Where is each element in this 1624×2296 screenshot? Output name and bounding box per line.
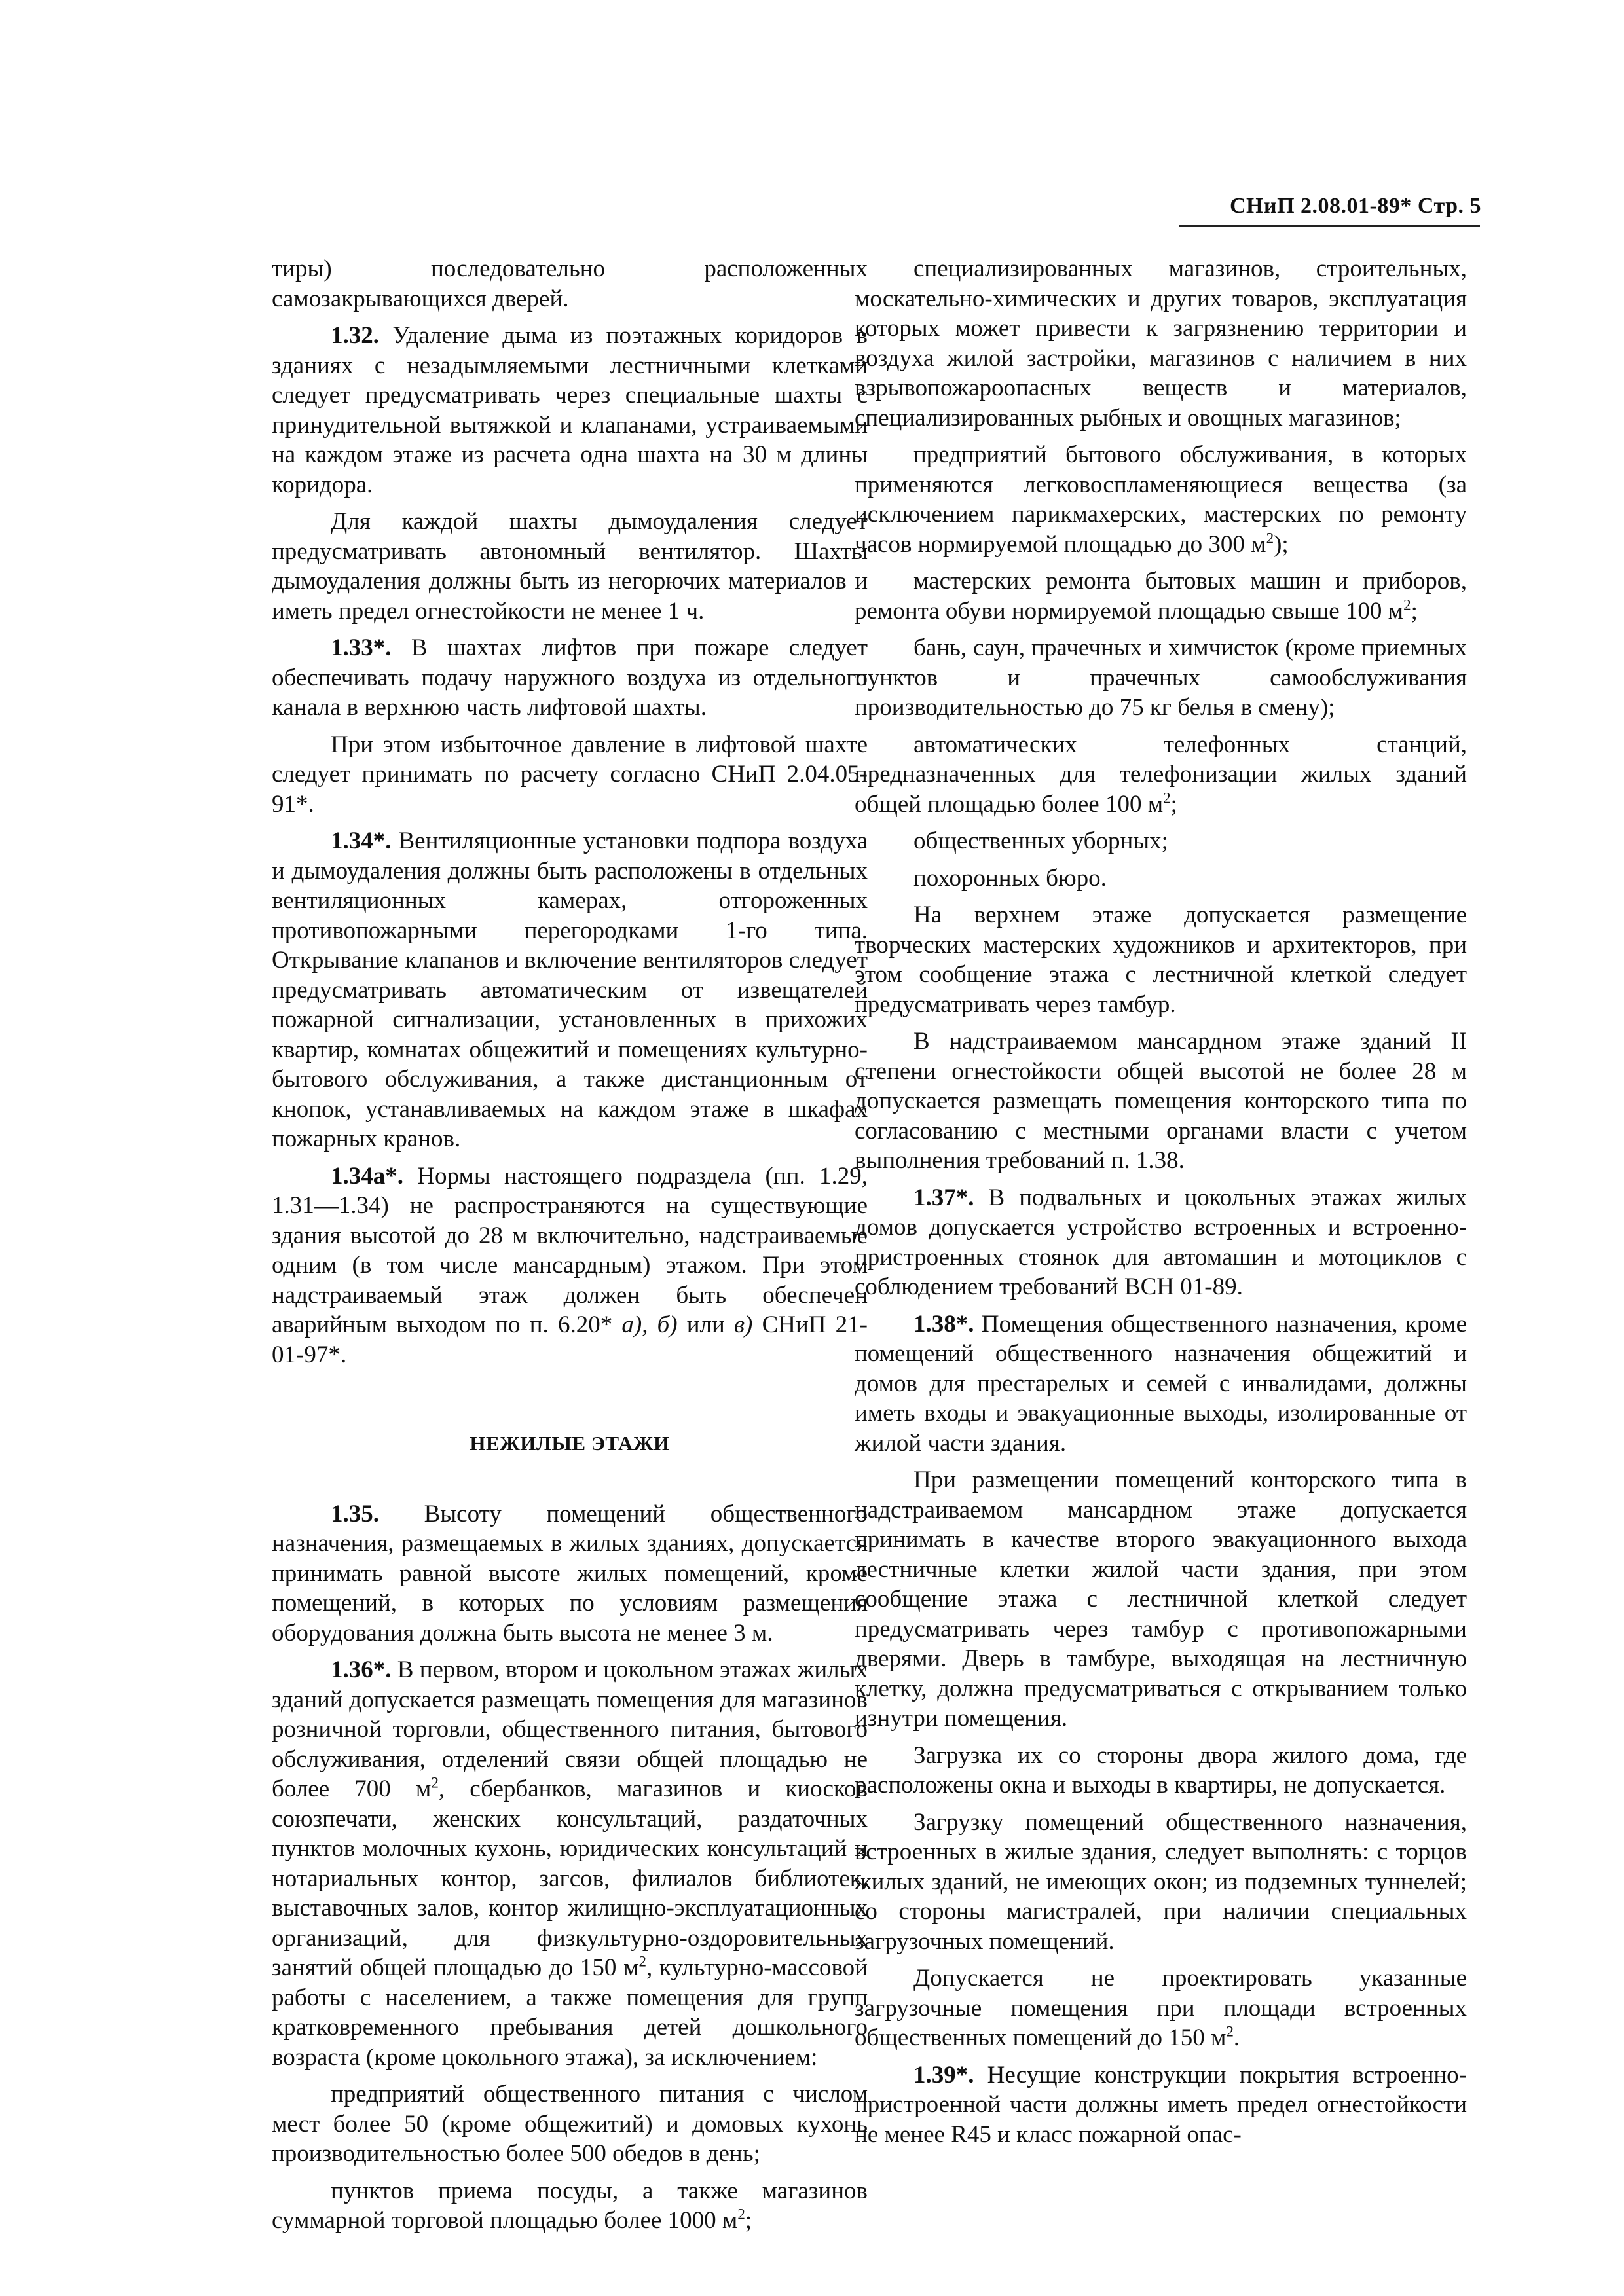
clause-number: 1.38*. <box>913 1310 974 1338</box>
clause-1-36 <box>272 1655 868 2072</box>
paragraph-text: Допускается не проектировать указанные загрузочные помещения при площади встроенных общественных помещений до 150 м <box>855 1965 1467 2051</box>
clause-1-38 <box>855 1309 1467 1459</box>
clause-number: 1.32. <box>331 322 379 349</box>
list-text: предприятий бытового обслуживания, в которых применяются легковоспламеняющиеся вещества (за исключением парикмахерских, мастерских по ремонту часов нормируемой площадью до 300 м <box>855 441 1467 558</box>
clause-text: Помещения общественного назначения, кроме помещений общественного назначения общежитий и домов для престарелых и семей с инвалидами, должны иметь входы и эвакуационные выходы, изолированные от жилой части здания. <box>855 1310 1467 1457</box>
list-text: ; <box>1411 597 1418 625</box>
clause-number: 1.35. <box>331 1500 379 1527</box>
clause-number: 1.36*. <box>331 1656 392 1683</box>
paragraph: В надстраиваемом мансардном этаже зданий II степени огнестойкости общей высотой не более 28 м допускается размещать помещения конторского типа по согласованию с местными органами власти с учетом выполнения требований п. 1.38. <box>855 1028 1467 1174</box>
clause-text: Несущие конструкции покрытия встроенно-пристроенной части должны иметь предел огнестойкости не менее R45 и класс пожарной опас- <box>855 2061 1467 2148</box>
superscript: 2 <box>1226 2023 1234 2040</box>
clause-1-34 <box>272 826 868 1154</box>
paragraph: При размещении помещений конторского типа в надстраиваемом мансардном этаже допускается принимать в качестве второго эвакуационного выхода лестничные клетки жилой части здания, при этом сообщение этажа с лестничной клеткой следует предусматривать через тамбур с противопожарными дверями. Дверь в тамбуре, выходящая на лестничную клетку, должна предусматриваться с открыванием только изнутри помещения. <box>855 1467 1467 1732</box>
clause-text: В шахтах лифтов при пожаре следует обеспечивать подачу наружного воздуха из отдельного канала в верхнюю часть лифтовой шахты. <box>272 634 868 721</box>
list-item <box>855 440 1467 559</box>
list-item: общественных уборных; <box>913 828 1168 854</box>
clause-number: 1.39*. <box>913 2061 974 2088</box>
header-rule <box>1179 225 1480 227</box>
paragraph-text: . <box>1233 2024 1240 2051</box>
clause-italic: в) <box>734 1311 753 1338</box>
clause-text: Высоту помещений общественного назначения, размещаемых в жилых зданиях, допускается принимать равной высоте жилых помещений, кроме помещений, в которых по условиям размещения оборудования должна быть высота не менее 3 м. <box>272 1500 868 1647</box>
list-text: ); <box>1274 530 1289 558</box>
clause-1-33 <box>272 633 868 723</box>
section-title: НЕЖИЛЫЕ ЭТАЖИ <box>470 1432 670 1455</box>
clause-1-35 <box>272 1499 868 1649</box>
clause-1-39 <box>855 2060 1467 2150</box>
clause-text: , культурно-массовой работы с населением, а также помещения для групп кратковременного пребывания детей дошкольного возраста (кроме цокольного этажа), за исключением: <box>272 1954 868 2071</box>
paragraph: Для каждой шахты дымоудаления следует предусматривать автономный вентилятор. Шахты дымоудаления должны быть из негорючих материалов и иметь предел огнестойкости не менее 1 ч. <box>272 508 868 625</box>
list-item: специализированных магазинов, строительных, москательно-химических и других товаров, эксплуатация которых может привести к загрязнению территории и воздуха жилой застройки, магазинов с наличием в них взрывопожароопасных веществ и материалов, специализированных рыбных и овощных магазинов; <box>855 255 1467 431</box>
superscript: 2 <box>638 1953 647 1970</box>
list-item: предприятий общественного питания с числом мест более 50 (кроме общежитий) и домовых кухонь производительностью более 500 обедов в день; <box>272 2081 868 2167</box>
list-item: бань, саун, прачечных и химчисток (кроме приемных пунктов и прачечных самообслуживания производительностью до 75 кг белья в смену); <box>855 634 1467 721</box>
clause-text: или <box>677 1311 734 1338</box>
clause-text: В подвальных и цокольных этажах жилых домов допускается устройство встроенных и встроенно-пристроенных стоянок для автомашин и мотоциклов с соблюдением требований ВСН 01-89. <box>855 1184 1467 1300</box>
clause-1-37 <box>855 1183 1467 1302</box>
superscript: 2 <box>737 2206 745 2223</box>
superscript: 2 <box>431 1774 439 1791</box>
list-text: ; <box>1170 790 1177 818</box>
clause-number: 1.33*. <box>331 634 392 661</box>
list-text: пунктов приема посуды, а также магазинов суммарной торговой площадью более 1000 м <box>272 2177 868 2234</box>
paragraph <box>855 1963 1467 2053</box>
clause-italic: а), б) <box>621 1311 678 1338</box>
clause-text: В первом, втором и цокольном этажах жилых зданий допускается размещать помещения для магазинов розничной торговли, общественного питания, бытового обслуживания, отделений связи общей площадью не более 700 м <box>272 1656 868 1802</box>
list-text: автоматических телефонных станций, предназначенных для телефонизации жилых зданий общей площадью более 100 м <box>855 731 1467 818</box>
list-item <box>272 2176 868 2236</box>
clause-text: Нормы настоящего подраздела (пп. 1.29, 1.31—1.34) не распространяются на существующие здания высотой до 28 м включительно, надстраиваемые одним (в том числе мансардным) этажом. При этом надстраиваемый этаж должен быть обеспечен аварийным выходом по п. 6.20* <box>272 1162 868 1338</box>
superscript: 2 <box>1266 530 1274 547</box>
paragraph: Загрузку помещений общественного назначения, встроенных в жилые здания, следует выполнять: с торцов жилых зданий, не имеющих окон; из подземных туннелей; со стороны магистралей, при наличии специальных загрузочных помещений. <box>855 1808 1467 1955</box>
paragraph: тиры) последовательно расположенных самозакрывающихся дверей. <box>272 255 868 312</box>
list-item: похоронных бюро. <box>913 864 1107 892</box>
left-column <box>272 254 868 2243</box>
clause-1-34a <box>272 1161 868 1370</box>
list-text: мастерских ремонта бытовых машин и приборов, ремонта обуви нормируемой площадью свыше 100 м <box>855 568 1467 625</box>
clause-text: Вентиляционные установки подпора воздуха и дымоудаления должны быть расположены в отдельных вентиляционных камерах, отгороженных противопожарными перегородками 1-го типа. Открывание клапанов и включение вентиляторов следует предусматривать автоматическим от извещателей пожарной сигнализации, установленных в прихожих квартир, комнатах общежитий и помещениях культурно-бытового обслуживания, а также дистанционным от кнопок, устанавливаемых на каждом этаже в шкафах пожарных кранов. <box>272 828 868 1152</box>
list-item <box>855 566 1467 626</box>
superscript: 2 <box>1163 790 1171 807</box>
list-item <box>855 730 1467 820</box>
list-text: ; <box>745 2207 752 2234</box>
paragraph: На верхнем этаже допускается размещение творческих мастерских художников и архитекторов, при этом сообщение этажа с лестничной клеткой следует предусматривать через тамбур. <box>855 902 1467 1018</box>
clause-number: 1.34*. <box>331 828 392 854</box>
clause-text: , сбербанков, магазинов и киосков союзпечати, женских консультаций, раздаточных пунктов молочных кухонь, юридических консультаций и нотариальных контор, загсов, филиалов библиотек, выставочных залов, контор жилищно-эксплуатационных организаций, для физкультурно-оздоровительных занятий общей площадью до 150 м <box>272 1776 868 1981</box>
clause-text: Удаление дыма из поэтажных коридоров в зданиях с незадымляемыми лестничными клетками следует предусматривать через специальные шахты с принудительной вытяжкой и клапанами, устраиваемыми на каждом этаже из расчета одна шахта на 30 м длины коридора. <box>272 322 868 498</box>
running-header: СНиП 2.08.01-89* Стр. 5 <box>1230 194 1481 218</box>
clause-text: СНиП 21-01-97*. <box>272 1311 868 1368</box>
paragraph: Загрузка их со стороны двора жилого дома, где расположены окна и выходы в квартиры, не допускается. <box>855 1741 1467 1798</box>
clause-number: 1.34а*. <box>331 1162 403 1190</box>
clause-1-32 <box>272 321 868 500</box>
right-column <box>855 254 1467 2157</box>
clause-number: 1.37*. <box>913 1184 974 1211</box>
paragraph: При этом избыточное давление в лифтовой шахте следует принимать по расчету согласно СНиП 2.04.05-91*. <box>272 731 868 818</box>
superscript: 2 <box>1403 596 1411 613</box>
